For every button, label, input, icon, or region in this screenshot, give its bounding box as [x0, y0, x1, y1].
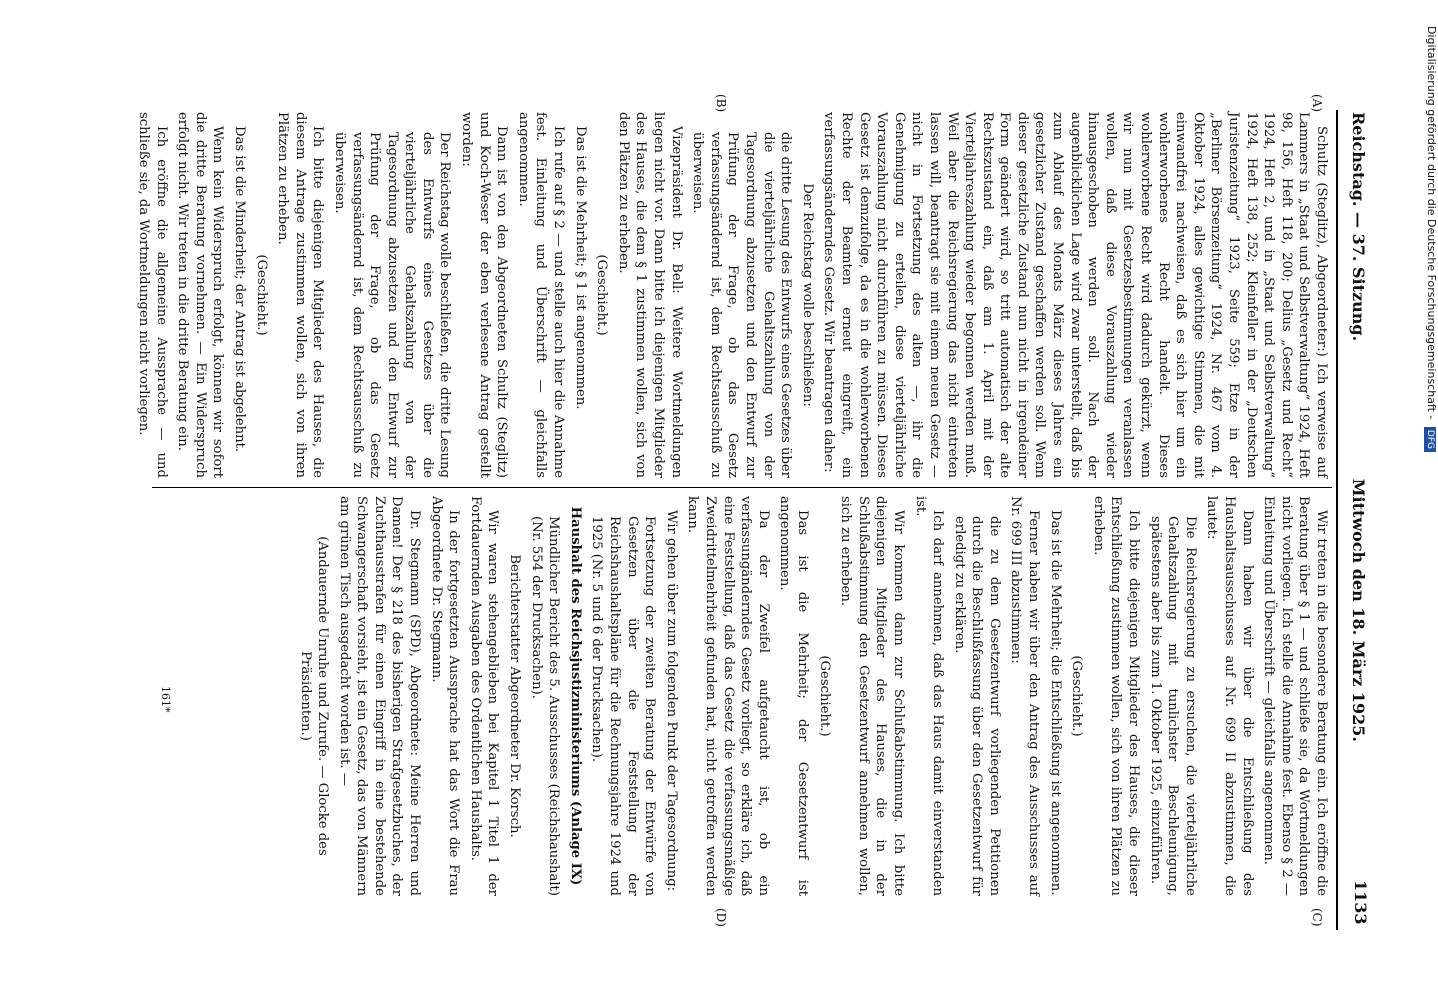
speech-paragraph: Dr. Stegmann (SPD), Abgeordnete: Meine Herren und Damen! Der § 218 des bisherigen Strafgesetzbuches, der Zuchthausstrafen für einen Eingriff in eine bestehende Schwangerschaft vorsieht, ist ein Gesetz, das von Männern am grünen Tisch ausgedacht worden ist. —: [336, 496, 423, 896]
paragraph: Ich rufe auf § 2 — und stelle auch hier die Annahme fest. Einleitung und Überschrift — gleichfalls angenommen.: [515, 112, 567, 478]
paragraph: Das ist die Mehrheit; die Entschließung ist angenommen.: [1047, 510, 1063, 896]
paragraph: Dann haben wir über die Entschließung des Haushaltsausschusses auf Nr. 699 II abzustimmen, die lautet:: [1204, 496, 1255, 896]
paragraph: Wir waren stehengeblieben bei Kapitel 1 Titel 1 der Fortdauernden Ausgaben des Ordentlichen Haushalts.: [467, 496, 501, 896]
header-rule: [1336, 110, 1338, 930]
paragraph: Wenn kein Widerspruch erfolgt, können wir sofort die dritte Beratung vornehmen. — Ein Widerspruch erfolgt nicht. Wir treten in die dritte Beratung ein.: [175, 112, 226, 478]
paragraph: Dann ist von den Abgeordneten Schultz (Steglitz) und Koch-Weser der eben verlesene Antrag gestellt worden:: [459, 112, 510, 478]
paragraph: Ich eröffne die allgemeine Aussprache — und schließe sie, da Wortmeldungen nicht vorliegen.: [136, 112, 169, 478]
page-number: 1133: [1351, 880, 1370, 925]
sheet-number: 161*: [159, 686, 172, 713]
rapporteur-line: Berichterstatter Abgeordneter Dr. Korsch.: [507, 554, 523, 838]
paragraph: Da der Zweifel aufgetaucht ist, ob ein verfassungänderndes Gesetz vorliegt, so erkläre ich, daß eine Feststellung, daß das Gesetz die verfassungsmäßige Zweidrittelmehrheit gefunden hat, nicht getroffen werden kann.: [685, 496, 771, 896]
column-right: [140, 496, 1330, 896]
stage-direction: (Geschieht.): [594, 254, 610, 336]
paragraph: Schultz (Steglitz), Abgeordneter:) Ich verweise auf Lammers in „Staat und Selbstverwaltung“ 1924, Heft 98, 156, Heft 118, 200; Delius „Gesetz und Recht“ 1924, Heft 2, und in „Staat und Selbstverwaltung“ 1924, Heft 138, 252; Kleinfeller in der „Deutschen Juristenzeitung“ 1923, Seite 559; Etze in der „Berliner Börsenzeitung“ 1924, Nr. 467 vom 4. Oktober 1924, alles gewichtige Stimmen, die mit einwandfrei nachweisen, daß es sich hier um ein wohlerworbenes Recht handelt. Dieses wohlerworbene Recht wird dadurch gekürzt, wenn wir nun mit Gesetzesbestimmungen veranlassen wollen, daß diese Vorauszahlung wieder hinausgeschoben werden soll. Nach der augenblicklichen Lage wird zwar unterstellt, daß bis zum Ablauf des Monats März dieses Jahres ein gesetzlicher Zustand geschaffen werden soll. Wenn dieser gesetzliche Zustand nun nicht in irgendeiner Form geändert wird, so tritt automatisch der alte Rechtszustand ein, daß am 1. April mit der Vierteljahreszahlung wieder begonnen werden muß. Weil aber die Reichsregierung das nicht eintreten lassen will, beantragt sie mit einem neuen Gesetz — nicht in Fortsetzung des alten —, ihr die Genehmigung zu erteilen, diese vierteljährliche Vorauszahlung nicht durchführen zu müssen. Dieses Gesetz ist demzufolge, da es in die wohlerworbenen Rechte der Beamten erneut eingreift, ein verfassungsänderndes Gesetz. Wir beantragen daher:: [821, 112, 1329, 478]
column-divider: [152, 487, 1332, 488]
stage-direction: (Geschieht.): [253, 254, 269, 336]
column-left: [136, 112, 1330, 478]
marker-d: (D): [714, 908, 728, 927]
paragraph: Ich darf annehmen, daß das Haus damit einverstanden ist.: [912, 496, 946, 896]
paragraph: In der fortgesetzten Aussprache hat das Wort die Frau Abgeordnete Dr. Stegmann.: [428, 496, 462, 896]
motion-heading: Der Reichstag wolle beschließen:: [799, 183, 815, 407]
paragraph: Das ist die Minderheit; der Antrag ist abgelehnt.: [231, 126, 247, 453]
paragraph: Ferner haben wir über den Antrag des Ausschusses auf Nr. 699 III abzustimmen:: [1008, 496, 1042, 896]
agenda-item: Fortsetzung der zweiten Beratung der Entwürfe von Gesetzen über die Feststellung der Reichshaushaltspläne für die Rechnungsjahre 1924 und 1925 (Nr. 5 und 6 der Drucksachen).: [589, 516, 658, 896]
paragraph: Ich bitte diejenigen Mitglieder des Hauses, die diesem Antrage zustimmen wollen, sich von ihren Plätzen zu erheben.: [275, 112, 326, 478]
motion-text: Der Reichstag wolle beschließen, die dritte Lesung des Entwurfs eines Gesetzes über die vierteljährliche Gehaltszahlung von der Tagesordnung abzusetzen und den Entwurf zur Prüfung der Frage, ob das Gesetz verfassungsändernd ist, dem Rechtsausschuß zu überweisen.: [331, 132, 453, 478]
paragraph: Vizepräsident Dr. Bell: Weitere Wortmeldungen liegen nicht vor. Dann bitte ich diejenigen Mitglieder des Hauses, die dem § 1 zustimmen wollen, sich von den Plätzen zu erheben.: [615, 112, 684, 478]
stage-direction: (Geschieht.): [1069, 655, 1085, 737]
resolution-text: Die Reichsregierung zu ersuchen, die vierteljährliche Gehaltszahlung mit tunlichster Beschleunigung, spätestens aber bis zum 1. Oktober 1925, einzuführen.: [1147, 516, 1198, 896]
funding-note: [1425, 26, 1438, 452]
marker-b: (B): [714, 94, 728, 113]
report-line: Mündlicher Bericht des 5. Ausschusses (Reichshaushalt) (Nr. 554 der Drucksachen).: [528, 516, 562, 896]
dfg-logo: DFG: [1424, 427, 1436, 452]
stage-direction: (Andauernde Unruhe und Zurufe. — Glocke des Präsidenten.): [297, 536, 331, 856]
funding-text: Digitalisierung gefördert durch die Deutsche Forschungsgemeinschaft -: [1425, 26, 1438, 420]
section-heading: Haushalt des Reichsjustizministeriums (Anlage IX): [567, 506, 583, 886]
stage-direction: (Geschieht.): [816, 655, 832, 737]
paragraph: Das ist die Mehrheit; § 1 ist angenommen.: [572, 126, 588, 410]
paragraph: Das ist die Mehrheit; der Gesetzentwurf ist angenommen.: [777, 496, 810, 896]
paragraph: Wir kommen dann zur Schlußabstimmung. Ich bitte diejenigen Mitglieder des Hauses, die in der Schlußabstimmung den Gesetzentwurf annehmen wollen, sich zu erheben.: [838, 496, 906, 896]
header-left: Reichstag. — 37. Sitzung.: [1349, 112, 1368, 342]
marker-a: (A): [1310, 94, 1324, 113]
motion-text: die dritte Lesung des Entwurfs eines Gesetzes über die vierteljährliche Gehaltszahlung von der Tagesordnung abzusetzen und den Entwurf zur Prüfung der Frage, ob das Gesetz verfassungsändernd ist, dem Rechtsausschuß zu überweisen.: [690, 132, 794, 478]
header-right: Mittwoch den 18. März 1925.: [1349, 478, 1368, 742]
paragraph: Wir treten in die besondere Beratung ein. Ich eröffne die Beratung über § 1 — und schließe sie, da Wortmeldungen nicht vorliegen. Ich stelle die Annahme fest. Ebenso § 2 — Einleitung und Überschrift — gleichfalls angenommen.: [1261, 496, 1329, 896]
running-header: [1340, 112, 1374, 742]
marker-c: (C): [1310, 908, 1324, 927]
paragraph: Ich bitte diejenigen Mitglieder des Hauses, die dieser Entschließung zustimmen wollen, sich von ihren Plätzen zu erheben.: [1090, 496, 1142, 896]
motion-text: die zu dem Gesetzentwurf vorliegenden Petitionen durch die Beschlußfassung über den Gesetzentwurf für erledigt zu erklären.: [951, 516, 1002, 896]
paragraph: Wir gehen über zum folgenden Punkt der Tagesordnung:: [663, 510, 679, 892]
